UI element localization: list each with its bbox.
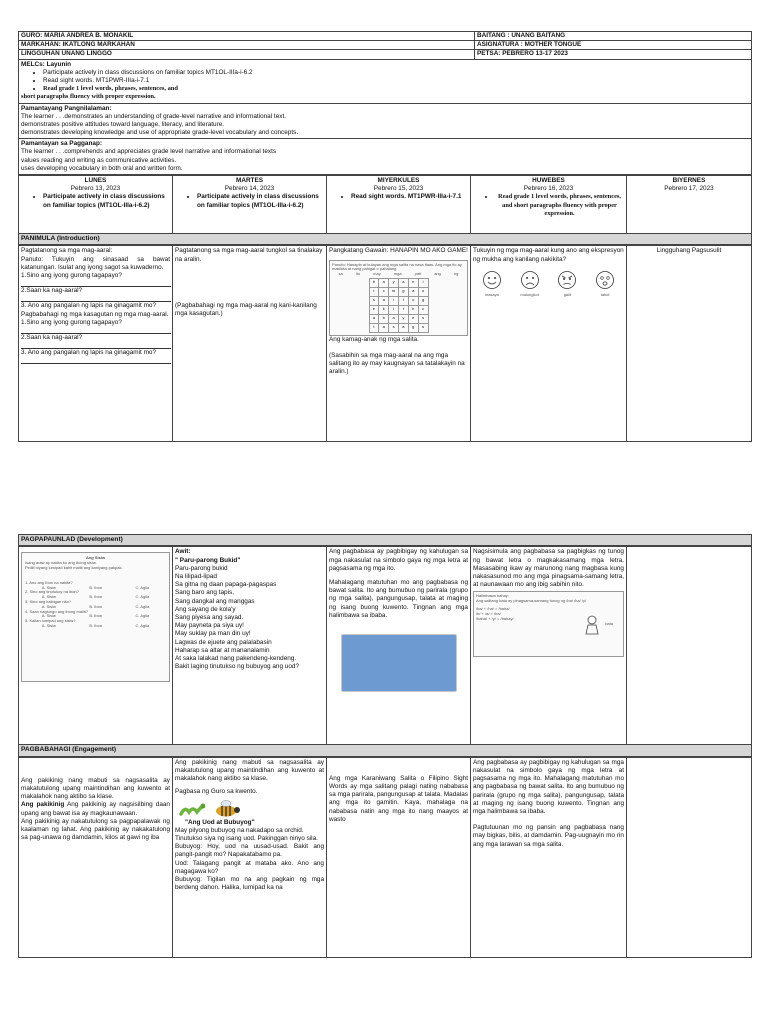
- pagbabahagi-miyerkules: [327, 757, 471, 957]
- text: Ang pakikinig nang mabuti sa nagsasalita ay makatutulong upang maintindihan ang kuwento at makalahok nang aktibo sa klase.: [175, 758, 324, 783]
- text: Lingguhang Pagsusulit: [656, 247, 722, 255]
- pagganap-block: [18, 139, 752, 175]
- happy-face-icon: [482, 270, 502, 290]
- question: 1.Sino ang iyong gurong tagapayo?: [21, 318, 122, 326]
- melcs-title: MELCs: Layunin: [21, 60, 72, 68]
- text: Pangkatang Gawain: HANAPIN MO AKO GAME!: [329, 247, 468, 255]
- day-date: Pebrero 13, 2023: [70, 185, 121, 193]
- text: Pagtatanong sa mga mag-aaral tungkol sa tinalakay na aralin.: [175, 247, 323, 263]
- text: Ang kamag-anak ng mga salita.: [329, 335, 419, 343]
- pagbabahagi-biyernes: [627, 757, 752, 957]
- day-name: MIYERKULES: [377, 177, 420, 184]
- pagpapaunlad-bar: PAGPAPAUNLAD (Development): [18, 534, 752, 546]
- petsa-cell: [475, 50, 752, 59]
- panimula-biyernes: [627, 246, 752, 442]
- text: Mahalagang matutuhan mo ang pagbabasa ng bawat salita. Ito ang bumubuo ng parirala (grupo ng mga salita), pangungusap, talata at maging ng isang buong kuwento. Tingnan ang mga halimbawa sa ibaba.: [329, 579, 468, 619]
- worm-icon: [179, 800, 205, 818]
- example-formula: /ba/ + /ha/ = /baha/: [476, 605, 510, 611]
- linggo-label: LINGGUHAN UNANG LINGGO: [21, 50, 112, 58]
- text: (Pagbabahagi ng mga mag-aaral ng kani-kanilang mga kasagutan.): [175, 301, 317, 317]
- face-label: takot: [600, 292, 610, 297]
- face-label: masaya: [484, 292, 499, 297]
- worksheet-line: 2. Sino ang tinutukoy na ibon?: [25, 589, 79, 595]
- day-biyernes: [627, 176, 752, 234]
- answer-line: [21, 342, 171, 349]
- day-objective: • Read sight words. MT1PWR-IIIa-i-7.1: [351, 193, 468, 201]
- text: Nagsisimula ang pagbabasa sa pagbigkas ng tunog ng bawat letra o magkakasamang mga letra. Masasabing ikaw ay marunong nang magbasa kung nakasasunod mo ang mga pinagsama-samang letra, at naunawaan mo ang ibig sabihin nito.: [473, 548, 624, 589]
- text: Ang pakikinig ay nakatutulong sa pagpapalawak ng kaalaman ng lahat. Ang pakikinig ay nakakatulong sa pag-unawa ng damdamin, kilos at gawi ng iba: [21, 817, 170, 842]
- word-search-image: [329, 260, 468, 336]
- day-date: Pebrero 17, 2023: [664, 185, 714, 193]
- pagpapaunlad-table: [18, 546, 752, 745]
- worksheet-options: A. Sisiw B. Ibon C. Agila: [41, 584, 150, 590]
- text: Ang pakikinig nang mabuti sa nagsasalita ay makatutulong upang maintindihan ang kuwento at makalahok nang aktibo sa klase.: [21, 776, 170, 801]
- story-line: Tinutukso siya ng isang uod. Pakinggan ninyo sila.: [175, 835, 318, 842]
- word: sa: [338, 271, 343, 277]
- worksheet-line: 4. Saan nagtungo ang ibong maliit?: [25, 608, 88, 614]
- question: 3. Ano ang pangalan ng lapis na ginagamit mo?: [21, 349, 157, 357]
- face-label: galit: [563, 292, 572, 297]
- example-title: Halimbawa bahay:: [476, 593, 509, 599]
- word-search-grid: b a y a n i t c m g a o s a i t o g e k i t h c a b a y e s t a s a g s: [369, 278, 429, 333]
- word: mga: [393, 271, 402, 277]
- sad-face-icon: [520, 270, 540, 290]
- question: 2.Saan ka nag-aaral?: [21, 333, 83, 341]
- day-name: LUNES: [84, 177, 107, 184]
- lesson-plan-page-1: [18, 31, 752, 442]
- text: Tukuyin ng mga mag-aaral kung ano ang ekspresyon ng mukha ang kanilang nakikita?: [473, 247, 624, 263]
- text: Ang pagbabasa ay pagbibigay ng kahulugan sa mga nakasulat na simbolo gaya ng mga letra at pagsasama ng mga ito.: [329, 548, 468, 572]
- melcs-list: [21, 69, 749, 94]
- baitang-cell: [475, 32, 752, 41]
- pagpapaunlad-miyerkules: [327, 547, 471, 745]
- linggo-cell: [19, 50, 475, 59]
- face-sad: [520, 270, 540, 298]
- song-line: Sang baro ang tapis,: [175, 589, 234, 597]
- pagganap-title: Pamantayan sa Pagganap:: [21, 140, 102, 148]
- example-line: Ang salitang bata ay pinagsama-samang tunog ng /ba/ /ha/ /y/: [476, 598, 587, 604]
- face-scared: [595, 270, 615, 298]
- song-line: Sang dangkal ang manggas: [175, 597, 255, 605]
- word: may: [373, 271, 381, 277]
- pangnilalaman-title: Pamantayang Pangnilalaman:: [21, 104, 112, 112]
- example-formula: /b/ + /a/ = /ba/: [476, 610, 501, 616]
- day-date: Pebrero 15, 2023: [373, 185, 424, 193]
- melc-item: • Read grade 1 level words, phrases, sentences, and: [43, 85, 749, 93]
- text: Ang mga Karaniwang Salita o Filipino Sight Words ay mga salitang palagi nating nababasa sa mga parirala, pangungusap at talata. Madalas ang mga ito gamitin. Kaya, mahalaga na nababasa natin ang mga ito nang maayos at wasto: [329, 774, 468, 823]
- markahan-cell: [19, 41, 475, 50]
- baitang-label: BAITANG : UNANG BAITANG: [477, 32, 566, 39]
- song-line: Paru-parong bukid: [175, 564, 228, 572]
- day-date: Pebrero 14, 2023: [224, 185, 275, 193]
- answer-line: [21, 357, 171, 364]
- day-objective: • Read grade 1 level words, phrases, sentences, and short paragraphs fluency with proper expression.: [495, 193, 624, 218]
- word: pati: [414, 271, 422, 277]
- song-line: Sa gitna ng daan papaga-pagaspas: [175, 581, 277, 589]
- song-line: At saka lalakad nang pakendeng-kendeng.: [175, 654, 297, 662]
- worksheet-options: A. Sisiw B. Ibon C. Agila: [41, 603, 150, 609]
- panimula-martes: [173, 246, 327, 442]
- pagbabahagi-lunes: [19, 757, 173, 957]
- panimula-table: [18, 245, 752, 442]
- pagbabahagi-bar: PAGBABAHAGI (Engagement): [18, 745, 752, 756]
- word: ang: [434, 271, 441, 277]
- text: Ang pakikinig Ang pakikinig ay nagsisilbing daan upang ang bawat isa ay magkaunawaan.: [21, 801, 170, 817]
- asignatura-label: ASIGNATURA : MOTHER TONGUE: [477, 41, 582, 49]
- panimula-huwebes: [471, 246, 627, 442]
- melc-continuation: short paragraphs fluency with proper expression.: [21, 93, 156, 101]
- worksheet-line: 1. Ano ang Ibon na nakita?: [25, 579, 73, 585]
- day-date: Pebrero 16, 2023: [523, 185, 574, 193]
- days-table: [18, 175, 752, 234]
- bee-icon: [211, 800, 245, 818]
- word-list: [332, 272, 465, 277]
- pagbabahagi-table: [18, 757, 752, 958]
- panimula-lunes: [19, 246, 173, 442]
- word: ng: [453, 271, 459, 277]
- story-line: May pilyong bubuyog na nakadapo sa orchid.: [175, 826, 304, 834]
- worksheet-options: A. Sisiw B. Ibon C. Agila: [41, 594, 150, 600]
- word-search-instructions: Panuto: Hanapin at kulayan ang mga salita na nasa itaas. Ang mga ito ay makikita at nang pahigat o pahalang.: [332, 261, 462, 272]
- day-miyerkules: [327, 176, 471, 234]
- song-title: " Paru-parong Bukid": [175, 556, 241, 564]
- song-line: May payneta pa siya uy!: [175, 622, 244, 630]
- pangnilalaman-line: demonstrates positive attitudes toward language, literacy, and literature.: [21, 120, 225, 128]
- pangnilalaman-block: [18, 104, 752, 140]
- angry-face-icon: [557, 270, 577, 290]
- petsa-label: PETSA: PEBRERO 13-17 2023: [477, 50, 568, 58]
- song-line: Na lilipad-lipad: [175, 573, 217, 580]
- worksheet-line: 3. Sino ang kaibigan nito?: [25, 599, 72, 605]
- text: Pagtutuunan mo ng pansin ang pagbabasa nang may bigkas, bilis, at damdamin. Pag-uugnayin mo rin ang mga larawan sa mga salita.: [473, 824, 624, 848]
- pagpapaunlad-lunes: [19, 547, 173, 745]
- melc-item: • Read sight words. MT1PWR-IIIa-i-7.1: [43, 77, 749, 85]
- pagganap-line: values reading and writing as communicative activities.: [21, 156, 177, 164]
- day-name: HUWEBES: [532, 177, 565, 184]
- song-label: Awit:: [175, 548, 191, 556]
- header-table: [18, 31, 752, 60]
- worksheet-line: Pinilit niyang lumipad kahit maliit ang kaniyang pakpak.: [25, 565, 123, 571]
- face-label: malungkot: [520, 292, 539, 297]
- worksheet-title: Ang Sisiw: [85, 555, 106, 561]
- text: Pagtatanong sa mga mag-aaral:: [21, 247, 113, 255]
- face-angry: [557, 270, 577, 298]
- day-martes: [173, 176, 327, 234]
- song-line: Sang piyesa ang sayad.: [175, 613, 244, 621]
- song-line: May suklay pa man din uy!: [175, 630, 251, 638]
- story-line: Uod: Talagang pangit at mataba ako. Ano ang magagawa ko?: [175, 859, 324, 875]
- story-title: "Ang Uod at Bubuyog": [185, 818, 255, 826]
- answer-line: [21, 295, 171, 302]
- song-line: Haharap sa altar at mananalamin: [175, 646, 270, 654]
- scared-face-icon: [595, 270, 615, 290]
- song-line: Ang sayang de kola'y: [175, 605, 236, 613]
- text: Ang pagbabasa ay pagbibigay ng kahulugan sa mga nakasulat na simbolo gaya ng mga letra at pagsasama ng mga ito. Mahalagang matutuhan mo ang pagbabasa ng bawat salita. Ito ang bumubuo ng parirala (grupo ng mga salita), pangungusap, talata at maging ng isang buong kuwento. Tingnan ang mga halimbawa sa ibaba.: [473, 758, 624, 815]
- text: (Sasabihin sa mga mag-aaral na ang mga salitang ito ay may kaugnayan sa tatalakayin na aralin.): [329, 351, 465, 376]
- blue-image-placeholder: [341, 634, 457, 692]
- answer-line: [21, 327, 171, 334]
- text: Pagbasa ng Guro sa kwento.: [175, 788, 258, 796]
- guro-cell: [19, 32, 475, 41]
- story-line: Bubuyog: Hoy, uod na uusad-usad. Bakit ang pangit-pangit mo? Napakatabamo pa.: [175, 843, 324, 859]
- story-line: Bubuyog: Tigilan mo na ang pagkain ng mga berdeng dahon. Halika, lumipad ka na: [175, 875, 324, 892]
- question: 2.Saan ka nag-aaral?: [21, 287, 83, 295]
- day-objective: • Participate actively in class discussions on familiar topics (MT1OL-IIIa-i-6.2): [43, 193, 170, 209]
- worksheet-line: Isang araw ay nakita ko ang Ibong sisiw.: [25, 560, 97, 566]
- pagbabahagi-martes: [173, 757, 327, 957]
- child-icon: [581, 614, 603, 636]
- day-objective: • Participate actively in class discussions on familiar topics (MT1OL-IIIa-i-6.2): [197, 193, 324, 209]
- day-lunes: [19, 176, 173, 234]
- story-images: [179, 800, 324, 818]
- day-huwebes: [471, 176, 627, 234]
- example-label: bata: [605, 621, 613, 627]
- pangnilalaman-line: The learner . . .demonstrates an understanding of grade-level narrative and informational text.: [21, 112, 287, 120]
- text: Pagbabahagi ng mga kasagutan ng mga mag-aaral.: [21, 310, 169, 318]
- panimula-miyerkules: [327, 246, 471, 442]
- text: Panuto: Tukuyin ang sinasaad sa bawat katanungan. Isulat ang iyong sagot sa kuwaderno.: [21, 255, 170, 271]
- worksheet-options: A. Sisiw B. Ibon C. Agila: [41, 623, 150, 628]
- song-line: Lagwas de ejuete ang palalabasin: [175, 638, 272, 646]
- word: ito: [355, 271, 361, 277]
- worksheet-line: 5. Kailan lumipad ang sisiw?: [25, 618, 76, 624]
- markahan-label: MARKAHAN: IKATLONG MARKAHAN: [21, 41, 135, 49]
- reading-example-image: [473, 591, 624, 657]
- faces-row: [473, 270, 624, 298]
- guro-label: GURO: MARIA ANDREA B. MONAKIL: [21, 32, 134, 39]
- song-line: Bakit laging tinutukso ng bubuyog ang uod?: [175, 663, 300, 671]
- lesson-plan-page-2: [18, 534, 752, 958]
- pagpapaunlad-huwebes: [471, 547, 627, 745]
- asignatura-cell: [475, 41, 752, 50]
- reading-worksheet-image: [21, 552, 170, 682]
- answer-line: [21, 280, 171, 287]
- panimula-bar: PANIMULA (Introduction): [18, 234, 752, 245]
- pagganap-line: The learner . . .comprehends and appreciates grade level narrative and informational texts: [21, 148, 277, 156]
- worksheet-options: A. Sisiw B. Ibon C. Agila: [41, 613, 150, 619]
- pangnilalaman-line: demonstrates developing knowledge and use of appropriate grade-level vocabulary and concepts.: [21, 129, 299, 137]
- pagpapaunlad-martes: [173, 547, 327, 745]
- pagbabahagi-huwebes: [471, 757, 627, 957]
- melcs-block: [18, 60, 752, 104]
- face-happy: [482, 270, 502, 298]
- pagganap-line: uses developing vocabulary in both oral and written form.: [21, 164, 183, 172]
- example-formula: /baha/ + /y/ = /bahay/: [476, 615, 514, 621]
- pagpapaunlad-biyernes: [627, 547, 752, 745]
- day-name: BIYERNES: [672, 177, 706, 184]
- question: 1.Sino ang iyong gurong tagapayo?: [21, 272, 122, 279]
- day-name: MARTES: [236, 177, 263, 184]
- question: 3. Ano ang pangalan ng lapis na ginagamit mo?: [21, 302, 157, 310]
- melc-item: • Participate actively in class discussions on familiar topics MT1OL-IIIa-i-6.2: [43, 69, 749, 77]
